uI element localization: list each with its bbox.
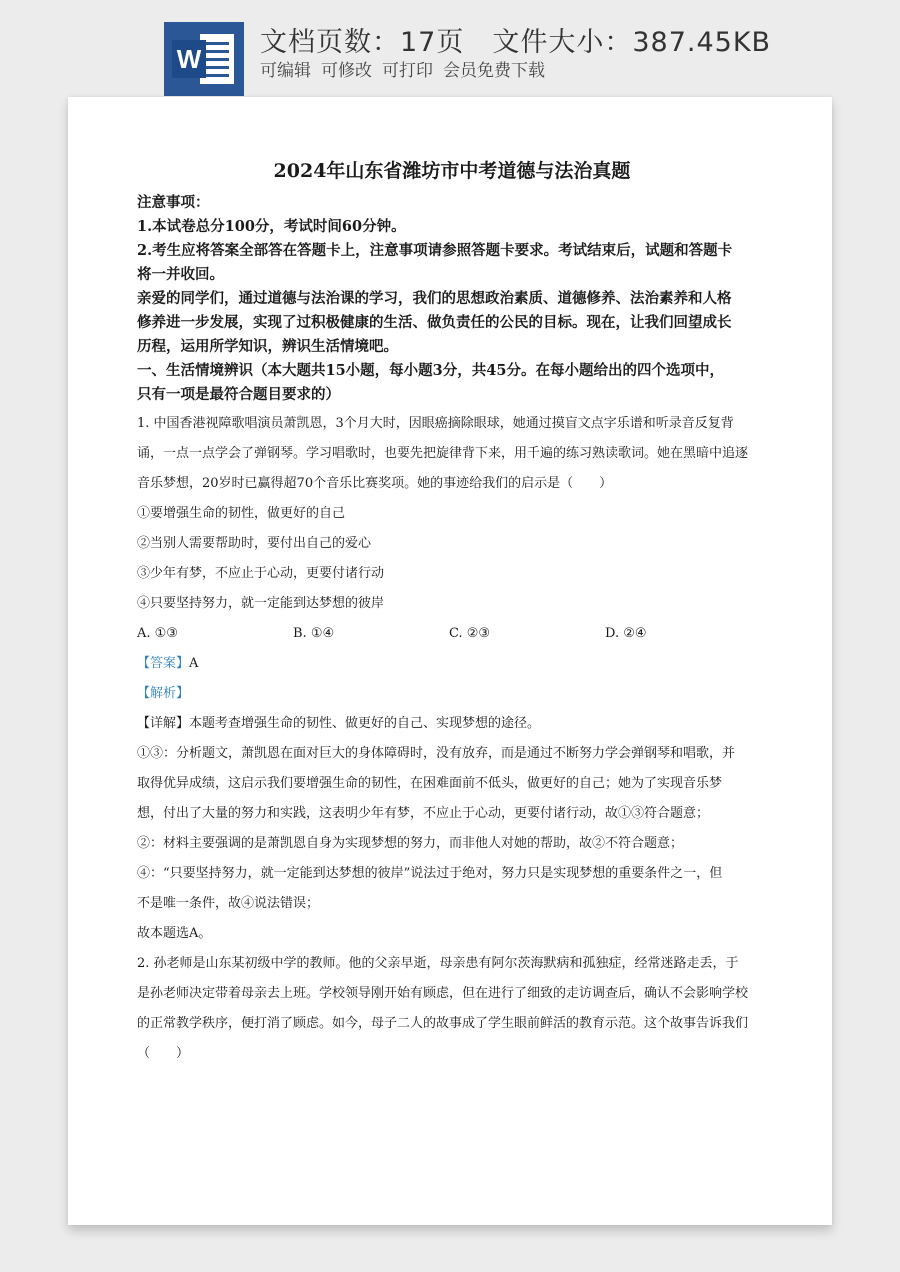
q1-options bbox=[137, 619, 767, 649]
q1-analysis bbox=[137, 679, 767, 709]
document-content bbox=[137, 157, 767, 1069]
q1-option-a: A. ①③ bbox=[137, 626, 178, 641]
page-count: 文档页数：17页 bbox=[260, 27, 465, 58]
file-size: 文件大小：387.45KB bbox=[492, 27, 772, 58]
q1-stem-line-1: 1. 中国香港视障歌唱演员萧凯恩，3个月大时，因眼癌摘除眼球，她通过摸盲文点字乐谱和听录音反复背 bbox=[137, 416, 734, 431]
q1-answer bbox=[137, 649, 767, 679]
answer-tag: 【答案】 bbox=[137, 656, 190, 671]
q1-detail-line-3: 取得优异成绩，这启示我们要增强生命的韧性，在困难面前不低头，做更好的自己；她为了实现音乐梦 bbox=[137, 776, 723, 791]
q2-stem-line-4: （ ） bbox=[137, 1046, 190, 1061]
q1-option-c: C. ②③ bbox=[449, 626, 491, 641]
q2-stem-line-2: 是孙老师决定带着母亲去上班。学校领导刚开始有顾虑，但在进行了细致的走访调查后，确认不会影响学校 bbox=[137, 986, 749, 1001]
word-icon-letter: W bbox=[176, 44, 202, 74]
section-heading-line-2: 只有一项是最符合题目要求的） bbox=[137, 386, 340, 403]
section-heading-line-1: 一、生活情境辨识（本大题共15小题，每小题3分，共45分。在每小题给出的四个选项中， bbox=[137, 362, 724, 379]
word-document-icon bbox=[164, 22, 244, 96]
q1-detail-line-2: ①③：分析题文，萧凯恩在面对巨大的身体障碍时，没有放弃，而是通过不断努力学会弹钢琴和唱歌，并 bbox=[137, 746, 736, 761]
document-page bbox=[68, 97, 832, 1225]
intro-line-2: 修养进一步发展，实现了过积极健康的生活、做负责任的公民的目标。现在，让我们回望成长 bbox=[137, 314, 732, 331]
answer-value: A bbox=[189, 656, 199, 671]
q1-statement-2: ②当别人需要帮助时，要付出自己的爱心 bbox=[137, 536, 372, 551]
q1-option-b: B. ①④ bbox=[293, 626, 335, 641]
q1-statement-1: ①要增强生命的韧性，做更好的自己 bbox=[137, 506, 346, 521]
q1-detail-line-4: 想，付出了大量的努力和实践，这表明少年有梦，不应止于心动，更要付诸行动，故①③符合题意； bbox=[137, 806, 710, 821]
notice-heading: 注意事项： bbox=[137, 194, 210, 211]
download-banner bbox=[0, 0, 900, 100]
notice-item-2-line-1: 2.考生应将答案全部答在答题卡上，注意事项请参照答题卡要求。考试结束后，试题和答题卡 bbox=[137, 242, 733, 259]
feature-editable: 可编辑 bbox=[260, 61, 311, 81]
q1-stem-line-2: 诵，一点一点学会了弹钢琴。学习唱歌时，也要先把旋律背下来，用千遍的练习熟读歌词。她在黑暗中追逐 bbox=[137, 446, 749, 461]
q1-detail-line-8: 故本题选A。 bbox=[137, 926, 212, 941]
file-info bbox=[260, 20, 771, 59]
q1-detail-line-5: ②：材料主要强调的是萧凯恩自身为实现梦想的努力，而非他人对她的帮助，故②不符合题意； bbox=[137, 836, 684, 851]
notice-item-2-line-2: 将一并收回。 bbox=[137, 266, 224, 283]
q2-stem-line-3: 的正常教学秩序，便打消了顾虑。如今，母子二人的故事成了学生眼前鲜活的教育示范。这个故事告诉我们 bbox=[137, 1016, 749, 1031]
notice-item-1: 1.本试卷总分100分，考试时间60分钟。 bbox=[137, 218, 406, 235]
document-title: 2024年山东省潍坊市中考道德与法治真题 bbox=[273, 160, 631, 182]
intro-line-3: 历程，运用所学知识，辨识生活情境吧。 bbox=[137, 338, 398, 355]
q1-detail-line-7: 不是唯一条件，故④说法错误； bbox=[137, 896, 320, 911]
q1-option-d: D. ②④ bbox=[605, 626, 647, 641]
q1-stem-line-3: 音乐梦想，20岁时已赢得超70个音乐比赛奖项。她的事迹给我们的启示是（ ） bbox=[137, 476, 613, 491]
feature-printable: 可打印 bbox=[382, 61, 433, 81]
q1-detail-line-1: 【详解】本题考查增强生命的韧性、做更好的自己、实现梦想的途径。 bbox=[137, 716, 541, 731]
q1-statement-3: ③少年有梦，不应止于心动，更要付诸行动 bbox=[137, 566, 385, 581]
feature-modifiable: 可修改 bbox=[321, 61, 372, 81]
feature-list bbox=[260, 56, 545, 81]
intro-line-1: 亲爱的同学们，通过道德与法治课的学习，我们的思想政治素质、道德修养、法治素养和人格 bbox=[137, 290, 732, 307]
q1-statement-4: ④只要坚持努力，就一定能到达梦想的彼岸 bbox=[137, 596, 385, 611]
q1-detail-line-6: ④：“只要坚持努力，就一定能到达梦想的彼岸”说法过于绝对，努力只是实现梦想的重要条件之一，但 bbox=[137, 866, 723, 881]
q2-stem-line-1: 2. 孙老师是山东某初级中学的教师。他的父亲早逝，母亲患有阿尔茨海默病和孤独症，经常迷路走丢，于 bbox=[137, 956, 739, 971]
feature-member-download: 会员免费下载 bbox=[443, 61, 545, 81]
analysis-tag: 【解析】 bbox=[137, 686, 190, 701]
